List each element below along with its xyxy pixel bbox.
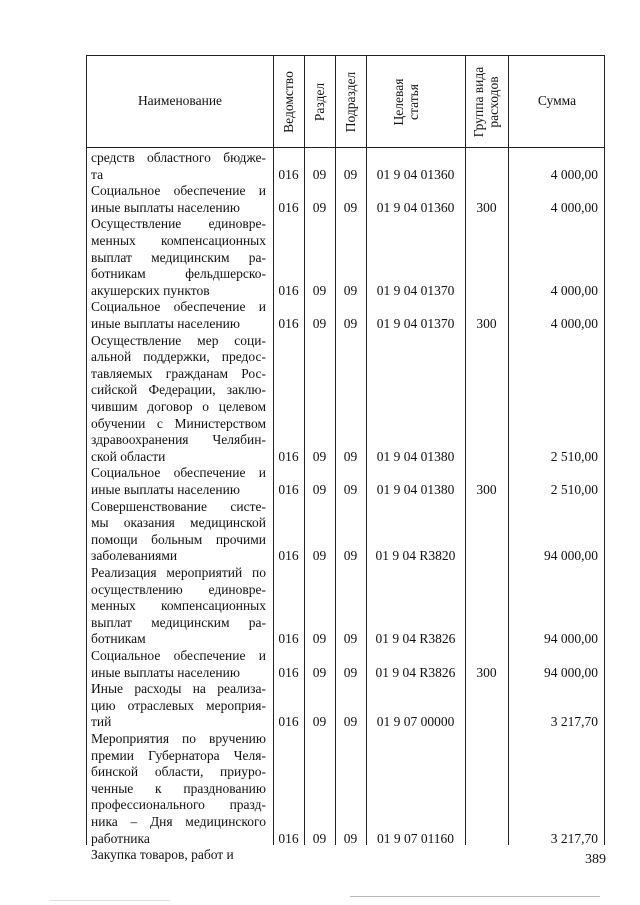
row-name-line: тавляемых гражданам Рос- <box>91 365 266 381</box>
row-name-line: Осуществление мер соци- <box>91 332 266 348</box>
cell-target: 01 9 04 01360 <box>376 199 455 215</box>
cell-target: 01 9 04 01370 <box>376 315 455 331</box>
cell-target: 01 9 04 01370 <box>376 282 455 298</box>
header-group-line1: Группа вида <box>471 66 486 138</box>
row-name <box>91 681 266 731</box>
cell-target: 01 9 04 01380 <box>376 481 455 497</box>
row-name-line: выплат медицинским ра- <box>91 614 266 630</box>
row-name-line: Социальное обеспечение и <box>91 299 266 315</box>
cell-sum: 2 510,00 <box>550 448 598 464</box>
row-name-line: средств областного бюдже- <box>91 150 266 165</box>
row-name-line: Совершенствование систе- <box>91 498 266 514</box>
row-name <box>91 565 266 648</box>
table-row <box>87 299 604 332</box>
table-row <box>87 847 604 864</box>
row-name-line: тий <box>91 714 112 730</box>
cell-target: 01 9 04 01380 <box>376 448 455 464</box>
row-name-line: Иные расходы на реализа- <box>91 681 266 697</box>
cell-ved: 016 <box>278 664 299 680</box>
row-name-line: цию отраслевых мероприя- <box>91 697 266 713</box>
cell-sum: 94 000,00 <box>544 631 598 647</box>
header-group-line2: расходов <box>486 76 501 128</box>
header-vedomstvo: Ведомство <box>281 71 296 133</box>
row-name-line: чившим договор о целевом <box>91 398 266 414</box>
table-row <box>87 150 604 183</box>
row-name-line: ченные к празднованию <box>91 780 266 796</box>
cell-razd: 09 <box>312 282 327 298</box>
row-name <box>91 183 266 216</box>
table-row <box>87 731 604 847</box>
row-name-line: иные выплаты населению <box>91 481 240 497</box>
cell-sum: 4 000,00 <box>550 282 598 298</box>
cell-razd: 09 <box>312 199 327 215</box>
table-row <box>87 183 604 216</box>
cell-razd: 09 <box>312 315 327 331</box>
cell-target: 01 9 04 R3826 <box>375 664 456 680</box>
row-name-line: работника <box>91 830 150 846</box>
cell-sum: 3 217,70 <box>550 830 598 846</box>
cell-ved: 016 <box>278 315 299 331</box>
row-name-line: иные выплаты населению <box>91 664 240 680</box>
cell-sum: 94 000,00 <box>544 548 598 564</box>
cell-razd: 09 <box>312 548 327 564</box>
table-row <box>87 648 604 681</box>
cell-target: 01 9 07 00000 <box>376 714 455 730</box>
row-name-line: иные выплаты населению <box>91 199 240 215</box>
cell-podr: 09 <box>343 166 358 182</box>
cell-target: 01 9 04 01360 <box>376 166 455 182</box>
row-name-line: ника – Дня медицинского <box>91 813 266 829</box>
row-name-line: акушерских пунктов <box>91 282 210 298</box>
header-podrazdel: Подраздел <box>343 71 358 133</box>
cell-sum: 4 000,00 <box>550 166 598 182</box>
scan-artifact <box>50 900 170 901</box>
cell-razd: 09 <box>312 631 327 647</box>
row-name <box>91 333 266 466</box>
row-name-line: та <box>91 166 104 182</box>
row-name <box>91 648 266 681</box>
table-row <box>87 465 604 498</box>
header-expense-group <box>471 56 501 148</box>
header-target-line1: Целевая <box>391 78 406 126</box>
header-target-line2: статья <box>406 84 421 120</box>
cell-ved: 016 <box>278 282 299 298</box>
page-number: 389 <box>585 852 606 867</box>
cell-podr: 09 <box>343 315 358 331</box>
header-name: Наименование <box>137 93 223 108</box>
cell-ved: 016 <box>278 548 299 564</box>
row-name-line: заболеваниями <box>91 548 178 564</box>
cell-target: 01 9 04 R3820 <box>375 548 456 564</box>
row-name-line: помощи больным прочими <box>91 531 266 547</box>
cell-ved: 016 <box>278 631 299 647</box>
row-name-line: Социальное обеспечение и <box>91 183 266 199</box>
row-name-line: менных компенсационных <box>91 598 266 614</box>
row-name <box>91 216 266 299</box>
cell-podr: 09 <box>343 714 358 730</box>
header-target-article <box>391 56 421 148</box>
row-name-line: выплат медицинским ра- <box>91 249 266 265</box>
cell-ved: 016 <box>278 448 299 464</box>
cell-podr: 09 <box>343 664 358 680</box>
cell-sum: 94 000,00 <box>544 664 598 680</box>
header-razdel: Раздел <box>312 82 327 122</box>
cell-group: 300 <box>476 664 497 680</box>
cell-podr: 09 <box>343 481 358 497</box>
cell-razd: 09 <box>312 830 327 846</box>
row-name <box>91 847 266 864</box>
row-name-line: сийской Федерации, заклю- <box>91 382 266 398</box>
row-name <box>91 731 266 847</box>
row-name-line: Осуществление единовре- <box>91 216 266 232</box>
cell-group: 300 <box>476 199 497 215</box>
cell-ved: 016 <box>278 830 299 846</box>
row-name-line: ботникам фельдшерско- <box>91 266 266 282</box>
cell-sum: 2 510,00 <box>550 481 598 497</box>
cell-razd: 09 <box>312 448 327 464</box>
row-name-line: Социальное обеспечение и <box>91 465 266 481</box>
row-name-line: премии Губернатора Челя- <box>91 747 266 763</box>
cell-ved: 016 <box>278 481 299 497</box>
cell-group: 300 <box>476 315 497 331</box>
header-sum: Сумма <box>537 93 577 108</box>
table-row <box>87 499 604 565</box>
row-name <box>91 150 266 183</box>
row-name-line: альной поддержки, предос- <box>91 349 266 365</box>
cell-sum: 3 217,70 <box>550 714 598 730</box>
cell-sum: 4 000,00 <box>550 315 598 331</box>
row-name-line: Социальное обеспечение и <box>91 648 266 663</box>
table-row <box>87 216 604 299</box>
cell-podr: 09 <box>343 631 358 647</box>
cell-razd: 09 <box>312 481 327 497</box>
row-name-line: Реализация мероприятий по <box>91 565 266 580</box>
cell-razd: 09 <box>312 664 327 680</box>
row-name <box>91 299 266 332</box>
table-row <box>87 565 604 648</box>
cell-target: 01 9 04 R3826 <box>375 631 456 647</box>
row-name-line: менных компенсационных <box>91 232 266 248</box>
row-name-line: здравоохранения Челябин- <box>91 432 266 448</box>
cell-podr: 09 <box>343 282 358 298</box>
cell-ved: 016 <box>278 714 299 730</box>
cell-podr: 09 <box>343 448 358 464</box>
row-name-line: бинской области, приуро- <box>91 764 266 780</box>
row-name-line: иные выплаты населению <box>91 315 240 331</box>
cell-sum: 4 000,00 <box>550 199 598 215</box>
row-name <box>91 499 266 565</box>
row-name-line: Мероприятия по вручению <box>91 731 266 746</box>
row-name <box>91 465 266 498</box>
row-name-line: обучении с Министерством <box>91 415 266 431</box>
cell-ved: 016 <box>278 166 299 182</box>
row-name-line: Закупка товаров, работ и <box>91 847 234 863</box>
cell-podr: 09 <box>343 830 358 846</box>
cell-group: 300 <box>476 481 497 497</box>
table-row <box>87 681 604 731</box>
row-name-line: осуществлению единовре- <box>91 581 266 597</box>
cell-podr: 09 <box>343 199 358 215</box>
cell-podr: 09 <box>343 548 358 564</box>
scan-artifact <box>350 896 600 897</box>
table-row <box>87 333 604 466</box>
row-name-line: мы оказания медицинской <box>91 515 266 531</box>
row-name-line: профессионального празд- <box>91 797 266 813</box>
cell-target: 01 9 07 01160 <box>376 830 455 846</box>
row-name-line: ботникам <box>91 631 146 647</box>
row-name-line: ской области <box>91 448 166 464</box>
cell-razd: 09 <box>312 166 327 182</box>
cell-ved: 016 <box>278 199 299 215</box>
cell-razd: 09 <box>312 714 327 730</box>
